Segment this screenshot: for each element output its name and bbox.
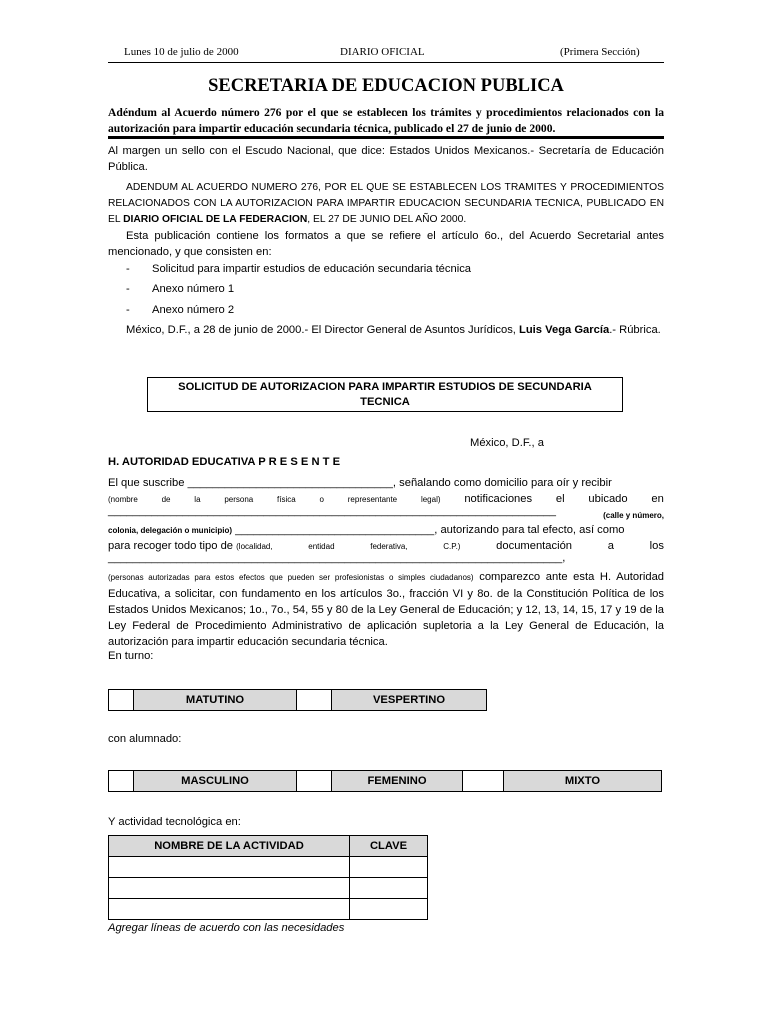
- clave-cell[interactable]: [350, 899, 428, 920]
- list-dash: -: [126, 263, 130, 275]
- option-masculino: MASCULINO: [134, 771, 297, 792]
- turno-label: En turno:: [108, 650, 154, 662]
- alumnado-table: [108, 770, 662, 792]
- list-item-label: Anexo número 2: [152, 304, 235, 316]
- form-line-authorized: _________________________________________________________________________,: [108, 552, 566, 564]
- form-line-colonia: colonia, delegación o municipio) ________________________________, autorizando para tal efecto, así como: [108, 524, 625, 536]
- checkbox-masculino[interactable]: [109, 771, 134, 792]
- signature-paragraph: México, D.F., a 28 de junio de 2000.- El Director General de Asuntos Jurídicos, Luis Vega García.- Rúbrica.: [126, 324, 661, 336]
- addressee: H. AUTORIDAD EDUCATIVA P R E S E N T E: [108, 456, 341, 468]
- actividad-note: Agregar líneas de acuerdo con las necesidades: [108, 922, 345, 934]
- turno-table: [108, 689, 487, 711]
- form-line-address: ________________________________________________________________________: [108, 505, 556, 517]
- column-header-actividad: NOMBRE DE LA ACTIVIDAD: [109, 836, 350, 857]
- checkbox-femenino[interactable]: [297, 771, 332, 792]
- alumnado-label: con alumnado:: [108, 733, 182, 745]
- actividad-cell[interactable]: [109, 899, 350, 920]
- header-section: (Primera Sección): [560, 46, 640, 58]
- list-item: [108, 283, 664, 299]
- adendum-paragraph: ADENDUM AL ACUERDO NUMERO 276, POR EL QUE SE ESTABLECEN LOS TRAMITES Y PROCEDIMIENTOS RELACIONADOS CON LA AUTORIZACION PARA IMPARTIR EDUCACION SECUNDARIA TECNICA, PUBLICADO EN EL DIARIO OFICIAL DE LA FEDERACION, EL 27 DE JUNIO DEL AÑO 2000.: [108, 182, 664, 225]
- header-rule: [108, 62, 664, 63]
- list-dash: -: [126, 304, 130, 316]
- actividad-cell[interactable]: [109, 878, 350, 899]
- list-item-label: Anexo número 1: [152, 283, 235, 295]
- document-summary: Adéndum al Acuerdo número 276 por el que se establecen los trámites y procedimientos relacionados con la autorización para impartir educación secundaria técnica, publicado el 27 de junio de 2000.: [108, 106, 664, 135]
- checkbox-mixto[interactable]: [463, 771, 504, 792]
- address-hint: (calle y número,: [603, 511, 664, 520]
- signatory-name: Luis Vega García: [519, 324, 610, 336]
- form-title-line2: TECNICA: [360, 396, 410, 408]
- form-title-line1: SOLICITUD DE AUTORIZACION PARA IMPARTIR ESTUDIOS DE SECUNDARIA: [178, 381, 592, 393]
- actividad-cell[interactable]: [109, 857, 350, 878]
- form-line-subscriber: El que suscribe _________________________________, señalando como domicilio para oír y recibir: [108, 477, 612, 489]
- list-dash: -: [126, 283, 130, 295]
- document-title: SECRETARIA DE EDUCACION PUBLICA: [208, 76, 564, 96]
- clave-cell[interactable]: [350, 878, 428, 899]
- list-item-label: Solicitud para impartir estudios de educación secundaria técnica: [152, 263, 472, 275]
- column-header-clave: CLAVE: [350, 836, 428, 857]
- list-item: [108, 304, 664, 320]
- checkbox-vespertino[interactable]: [297, 690, 332, 711]
- header-publication: DIARIO OFICIAL: [340, 46, 425, 58]
- option-matutino: MATUTINO: [134, 690, 297, 711]
- form-title-box: [147, 377, 623, 412]
- form-line-notifications: (nombre de la persona física o representante legal) notificaciones el ubicado en: [108, 493, 664, 505]
- clave-cell[interactable]: [350, 857, 428, 878]
- option-mixto: MIXTO: [504, 771, 662, 792]
- table-row: [109, 899, 428, 920]
- option-femenino: FEMENINO: [332, 771, 463, 792]
- form-body: (personas autorizadas para estos efectos que pueden ser profesionistas o simples ciudadanos) comparezco ante esta H. Autoridad Educativa, a solicitar, con fundamento en los artículos 3o., fracción VI y 8o. de la Constitución Política de los Estados Unidos Mexicanos; 1o., 7o., 54, 55 y 80 de la Ley General de Educación; y 12, 13, 14, 15, 17 y 19 de la Ley Federal de Procedimiento Administrativo de aplicación supletoria a la Ley General de Educación, la autorización para impartir educación secundaria técnica.: [108, 571, 665, 648]
- form-line-localidad: para recoger todo tipo de (localidad, entidad federativa, C.P.) documentación a los: [108, 540, 664, 552]
- table-row: [109, 857, 428, 878]
- list-item: [108, 263, 664, 279]
- checkbox-matutino[interactable]: [109, 690, 134, 711]
- summary-rule: [108, 136, 664, 139]
- place-date: México, D.F., a: [470, 437, 544, 449]
- intro-paragraph: Esta publicación contiene los formatos a que se refiere el artículo 6o., del Acuerdo Secretarial antes mencionado, y que consisten en:: [108, 230, 664, 258]
- actividad-label: Y actividad tecnológica en:: [108, 816, 241, 828]
- option-vespertino: VESPERTINO: [332, 690, 487, 711]
- actividad-table: [108, 835, 428, 920]
- table-row: [109, 878, 428, 899]
- margin-note: Al margen un sello con el Escudo Nacional, que dice: Estados Unidos Mexicanos.- Secretaría de Educación Pública.: [108, 145, 664, 173]
- header-date: Lunes 10 de julio de 2000: [124, 46, 239, 58]
